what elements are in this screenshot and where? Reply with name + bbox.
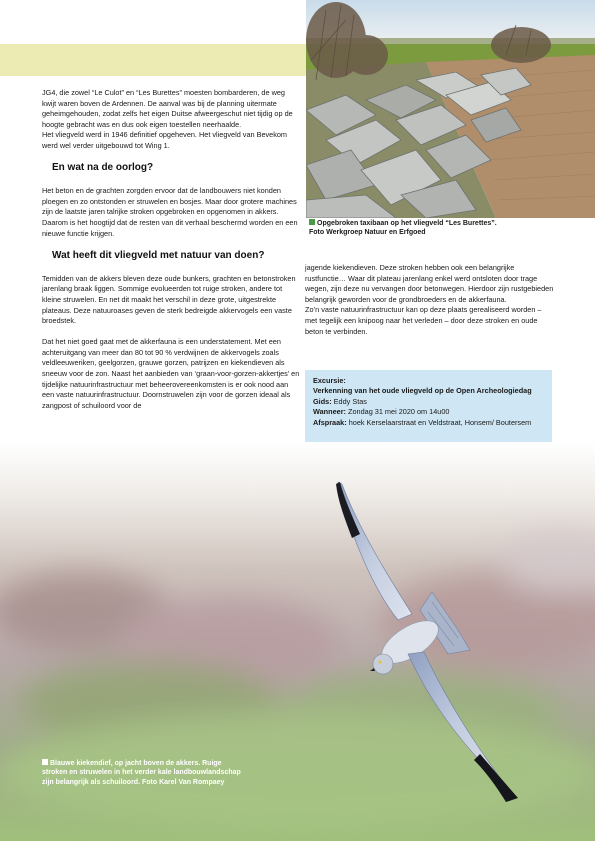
caption-marker-icon <box>42 759 48 765</box>
photo-caption-bottom <box>42 759 242 787</box>
caption-credit: Foto Werkgroep Natuur en Erfgoed <box>309 229 426 236</box>
paragraph: Temidden van de akkers bleven deze oude bunkers, grachten en betonstroken jarenlang braak liggen. Sommige evolueerden tot ruige stroken, andere tot kleine struwelen. En net dit maakt het verschil in deze grote, uitgestrekte plateaus. Deze natuuroases geven de sterk bedreigde akkervogels een vaste broedstek. <box>42 273 296 326</box>
meeting-label: Afspraak: <box>313 417 347 427</box>
paragraph: Het vliegveld werd in 1946 definitief opgeheven. Het vliegveld van Bevekom werd wel verder uitgebouwd tot Wing 1. <box>42 130 287 150</box>
guide-label: Gids: <box>313 396 332 406</box>
guide-value: Eddy Stas <box>331 396 367 406</box>
caption-line: Opgebroken taxibaan op het vliegveld “Les Burettes”. <box>317 220 497 227</box>
excursion-title: Excursie: <box>313 376 346 385</box>
section-heading: En wat na de oorlog? <box>52 162 154 174</box>
text-column-left <box>42 88 300 422</box>
excursion-info-box <box>305 370 552 442</box>
caption-marker-icon <box>309 219 315 225</box>
photo-broken-taxiway <box>306 0 595 218</box>
photo-caption <box>309 219 589 237</box>
date-value: Zondag 31 mei 2020 om 14u00 <box>345 407 450 417</box>
excursion-subtitle: Verkenning van het oude vliegveld op de Open Archeologiedag <box>313 386 532 396</box>
paragraph: Zo’n vaste natuurinfrastructuur kan op deze plaats gerealiseerd worden – met tegelijk een knipoog naar het verleden – door deze stroken en oude beton te verbinden. <box>305 305 542 336</box>
section-heading: Wat heeft dit vliegveld met natuur van doen? <box>52 249 265 261</box>
paragraph: Het beton en de grachten zorgden ervoor dat de landbouwers niet konden ploegen en zo ontstonden er struwelen en bosjes. Maar door grotere machines zijn de laatste jaren talrijke stroken opgebroken en opgenomen in akkers. Daarom is het hoogtijd dat de resten van dit verhaal beschermd worden en een nieuwe functie krijgen. <box>42 186 298 238</box>
paragraph: jagende kiekendieven. Deze stroken hebben ook een belangrijke rustfunctie… Waar dit plateau jarenlang enkel werd ontsloten door trage wegen, zijn deze nu vervangen door betonwegen. Hierdoor zijn rustgebieden belangrijk geworden voor de grondbroeders en de akkerfauna. <box>305 263 554 304</box>
paragraph: JG4, die zowel “Le Culot” en “Les Burettes” moesten bombarderen, de weg kwijt waren boven de Ardennen. De aanval was bij de planning uitermate geheimgehouden, zodat zelfs het eigen Duitse afweergeschut niet tijdig op de hoogte gebracht was en dus ook eigen toestellen neerhaalde. <box>42 88 293 129</box>
date-label: Wanneer: <box>313 407 346 417</box>
header-color-band <box>0 44 306 76</box>
meeting-value: hoek Kerselaarstraat en Veldstraat, Honsem/ Boutersem <box>346 417 532 427</box>
caption-text: Blauwe kiekendief, op jacht boven de akkers. Ruige stroken en struwelen in het verder kale landbouwlandschap zijn belangrijk als schuiloord. Foto Karel Van Rompaey <box>42 760 241 786</box>
paragraph: Dat het niet goed gaat met de akkerfauna is een understatement. Met een achteruitgang van meer dan 80 tot 90 % verdwijnen de akkervogels zoals veldleeuweriken, geelgorzen, grauwe gorzen, patrijzen en kiekendieven als sneeuw voor de zon. Naast het aanbieden van ‘graan-voor-gorzen-akkertjes’ en tijdelijke natuurinfrastructuur met beheerovereenkomsten is er ook nood aan een vaste natuurinfrastructuur. Doornstruwelen zijn voor de gorzen ideaal als zangpost of schuiloord voor de <box>42 337 300 410</box>
text-column-right <box>305 263 555 348</box>
